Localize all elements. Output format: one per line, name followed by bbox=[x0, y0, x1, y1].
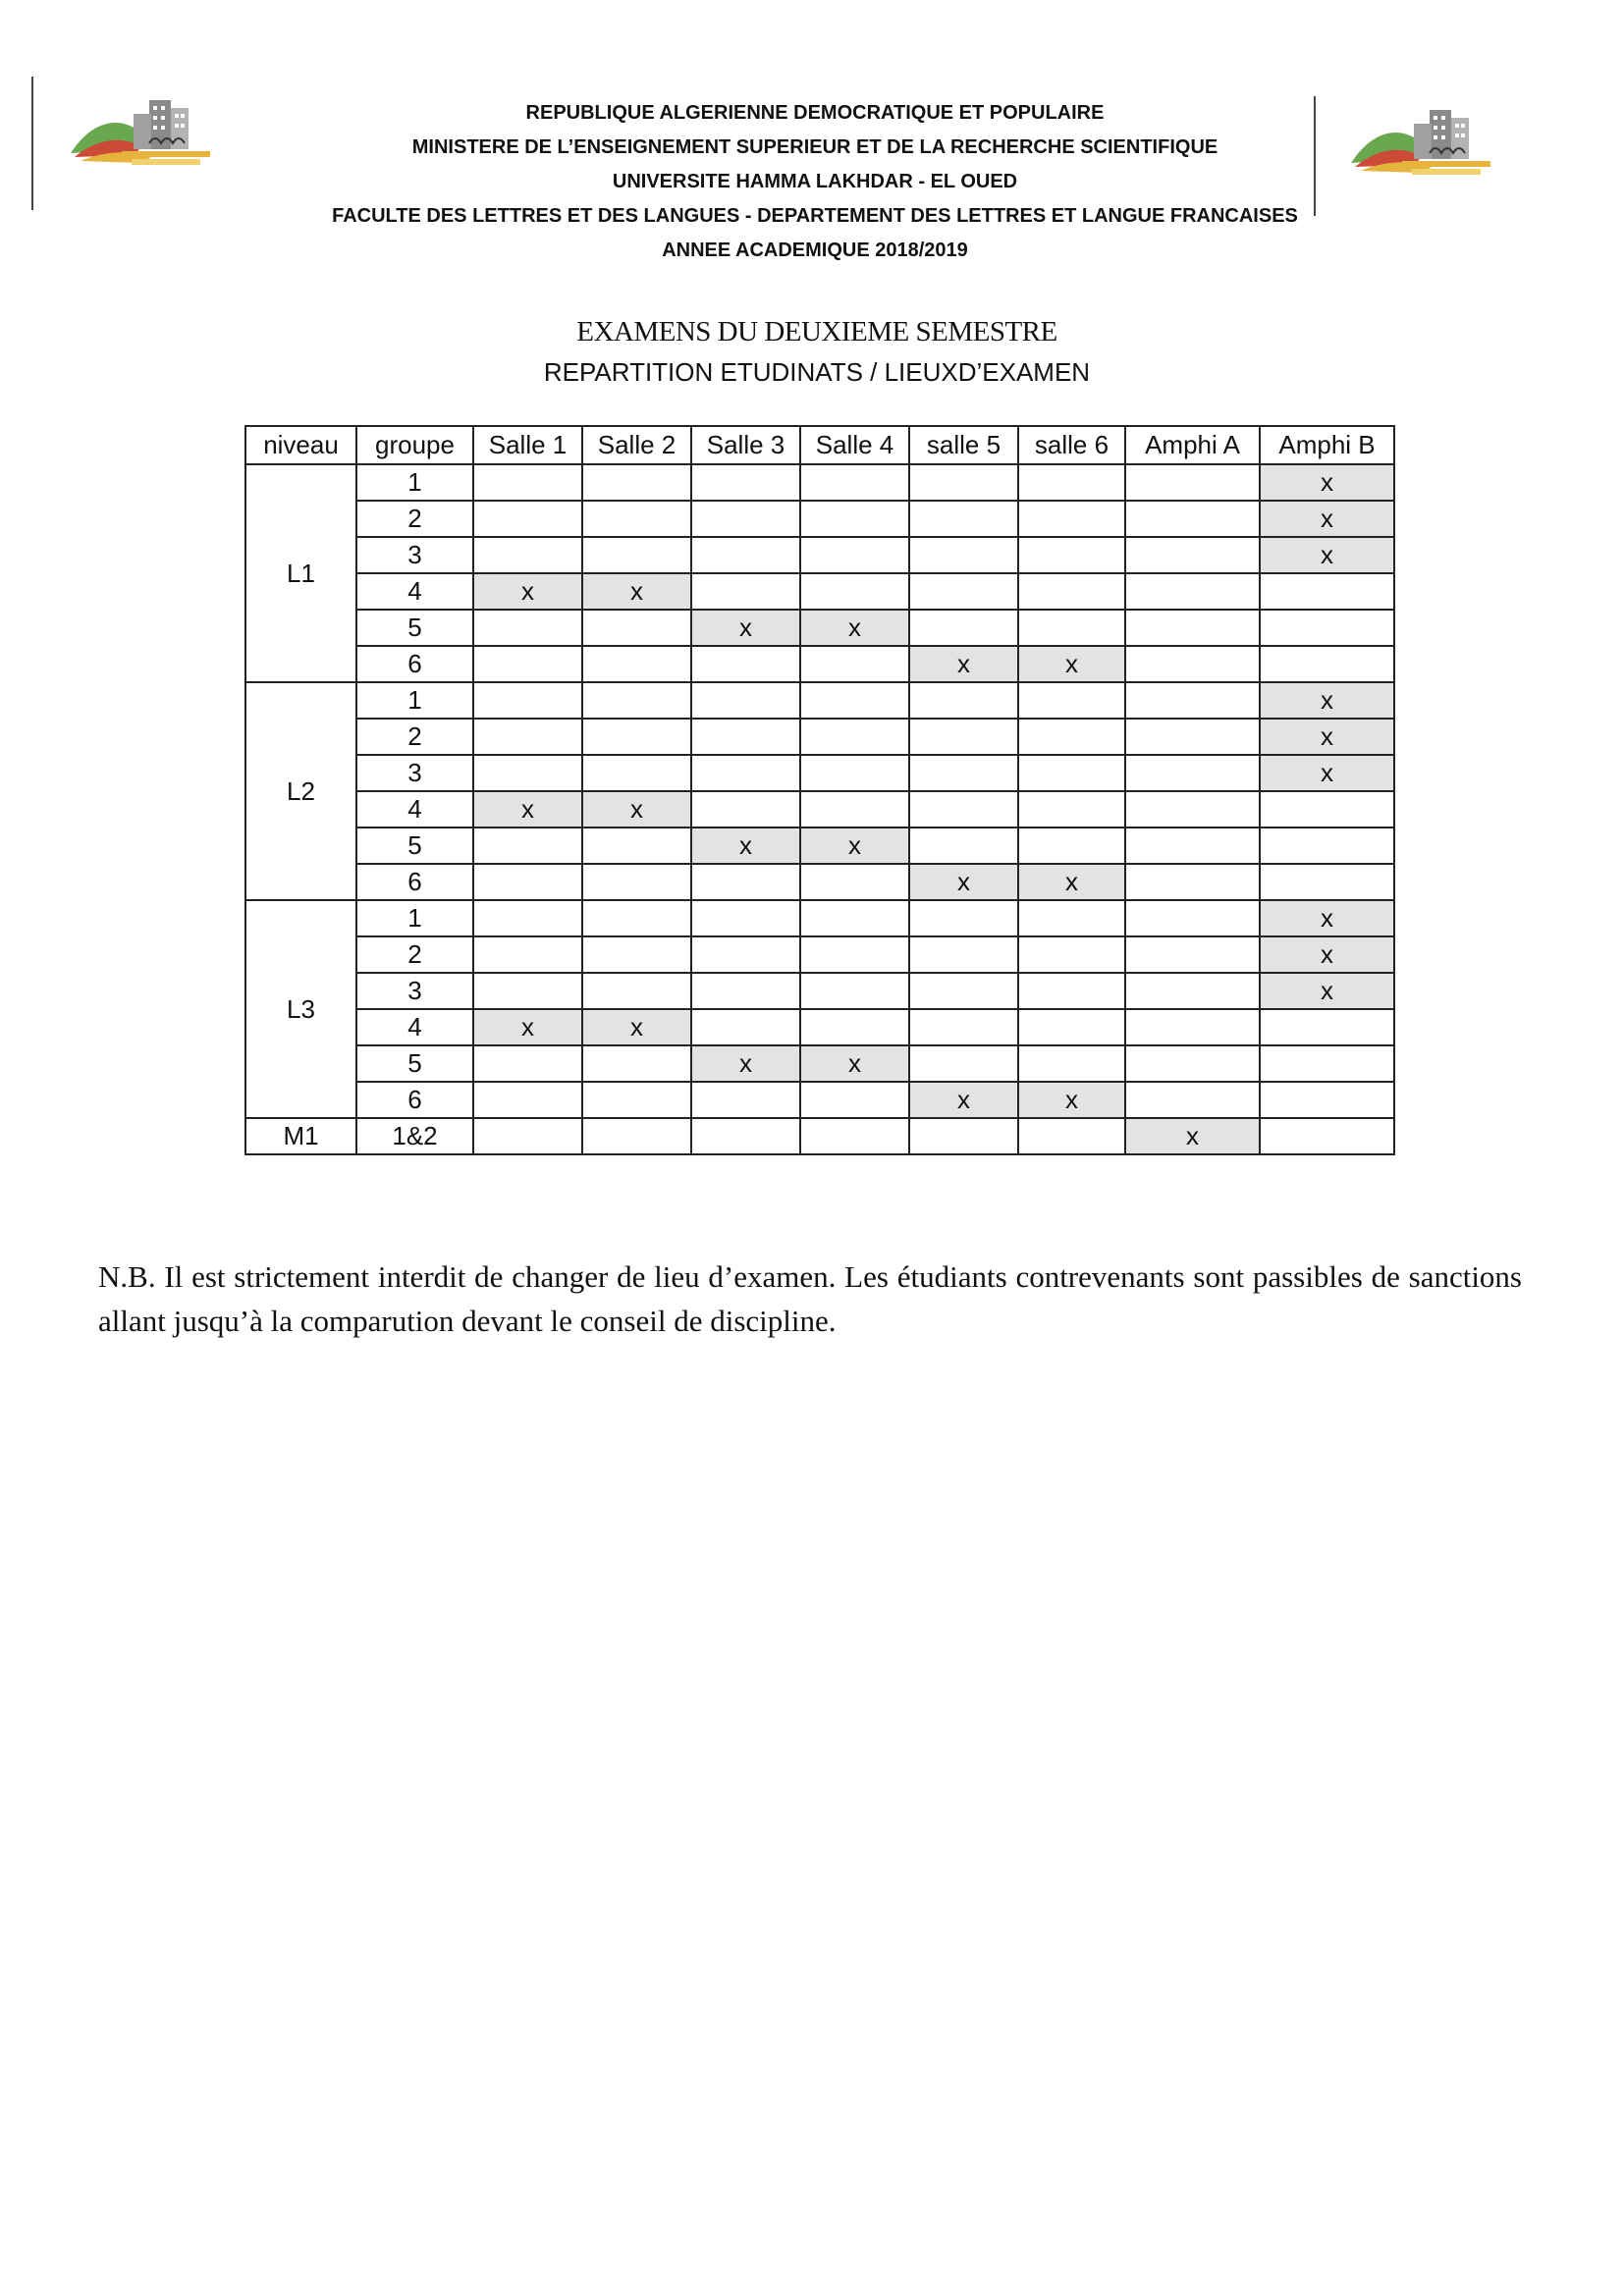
room-cell bbox=[800, 1118, 909, 1154]
room-cell: x bbox=[1260, 755, 1394, 791]
room-cell bbox=[473, 973, 582, 1009]
room-cell: x bbox=[1018, 1082, 1125, 1118]
room-cell bbox=[800, 900, 909, 936]
room-cell bbox=[1260, 1045, 1394, 1082]
room-cell bbox=[582, 936, 691, 973]
room-cell bbox=[909, 828, 1018, 864]
groupe-cell: 1&2 bbox=[356, 1118, 473, 1154]
table-row bbox=[245, 1118, 1394, 1154]
room-cell bbox=[473, 719, 582, 755]
table-row bbox=[245, 682, 1394, 719]
room-cell bbox=[1125, 537, 1260, 573]
room-cell bbox=[473, 1045, 582, 1082]
niveau-cell: M1 bbox=[245, 1118, 356, 1154]
table-row bbox=[245, 610, 1394, 646]
table-row bbox=[245, 864, 1394, 900]
room-cell bbox=[582, 610, 691, 646]
room-cell bbox=[473, 828, 582, 864]
room-cell bbox=[691, 682, 800, 719]
room-cell bbox=[582, 828, 691, 864]
room-cell bbox=[1260, 828, 1394, 864]
room-cell bbox=[582, 864, 691, 900]
room-cell bbox=[473, 682, 582, 719]
room-cell bbox=[1125, 791, 1260, 828]
room-cell bbox=[473, 1118, 582, 1154]
room-cell: x bbox=[1260, 682, 1394, 719]
room-cell bbox=[800, 646, 909, 682]
room-cell bbox=[691, 501, 800, 537]
table-row bbox=[245, 464, 1394, 501]
groupe-cell: 5 bbox=[356, 1045, 473, 1082]
groupe-cell: 1 bbox=[356, 900, 473, 936]
room-cell bbox=[1018, 973, 1125, 1009]
table-row bbox=[245, 646, 1394, 682]
room-cell bbox=[800, 464, 909, 501]
room-cell bbox=[582, 501, 691, 537]
room-cell: x bbox=[691, 1045, 800, 1082]
table-row bbox=[245, 537, 1394, 573]
room-cell bbox=[800, 864, 909, 900]
room-cell: x bbox=[1260, 501, 1394, 537]
column-header: Salle 4 bbox=[800, 426, 909, 464]
room-cell bbox=[691, 791, 800, 828]
table-row bbox=[245, 791, 1394, 828]
university-logo-icon bbox=[63, 92, 220, 181]
room-cell bbox=[800, 791, 909, 828]
room-cell bbox=[582, 719, 691, 755]
groupe-cell: 3 bbox=[356, 973, 473, 1009]
room-cell: x bbox=[800, 828, 909, 864]
header-line-republic: REPUBLIQUE ALGERIENNE DEMOCRATIQUE ET POPULAIRE bbox=[525, 102, 1105, 124]
groupe-cell: 5 bbox=[356, 610, 473, 646]
university-logo-right bbox=[1343, 102, 1500, 190]
groupe-cell: 1 bbox=[356, 682, 473, 719]
left-margin-rule bbox=[31, 77, 33, 210]
room-cell: x bbox=[473, 1009, 582, 1045]
room-cell bbox=[1125, 646, 1260, 682]
room-cell bbox=[582, 1118, 691, 1154]
room-cell bbox=[1018, 464, 1125, 501]
room-cell: x bbox=[800, 610, 909, 646]
room-cell: x bbox=[1260, 973, 1394, 1009]
room-cell bbox=[909, 464, 1018, 501]
exam-room-table bbox=[244, 425, 1395, 1155]
room-cell bbox=[909, 900, 1018, 936]
room-cell bbox=[1125, 682, 1260, 719]
room-cell bbox=[473, 501, 582, 537]
room-cell bbox=[1260, 864, 1394, 900]
groupe-cell: 4 bbox=[356, 791, 473, 828]
room-cell bbox=[473, 464, 582, 501]
room-cell bbox=[473, 864, 582, 900]
room-cell bbox=[691, 1009, 800, 1045]
room-cell bbox=[1018, 682, 1125, 719]
room-cell bbox=[1125, 610, 1260, 646]
room-cell bbox=[1260, 1082, 1394, 1118]
room-cell bbox=[800, 501, 909, 537]
room-cell bbox=[909, 791, 1018, 828]
room-cell bbox=[1260, 573, 1394, 610]
room-cell bbox=[582, 1045, 691, 1082]
column-header: Amphi A bbox=[1125, 426, 1260, 464]
room-cell: x bbox=[1018, 864, 1125, 900]
room-cell bbox=[1125, 828, 1260, 864]
column-header: Amphi B bbox=[1260, 426, 1394, 464]
room-cell bbox=[1125, 864, 1260, 900]
room-cell bbox=[1018, 791, 1125, 828]
table-row bbox=[245, 828, 1394, 864]
room-cell bbox=[691, 936, 800, 973]
room-cell bbox=[473, 936, 582, 973]
room-cell bbox=[1125, 973, 1260, 1009]
groupe-cell: 3 bbox=[356, 755, 473, 791]
room-cell bbox=[691, 573, 800, 610]
room-cell: x bbox=[691, 828, 800, 864]
room-cell: x bbox=[582, 1009, 691, 1045]
table-row bbox=[245, 719, 1394, 755]
room-cell bbox=[473, 537, 582, 573]
room-cell bbox=[1018, 537, 1125, 573]
groupe-cell: 3 bbox=[356, 537, 473, 573]
room-cell bbox=[909, 573, 1018, 610]
room-cell: x bbox=[473, 573, 582, 610]
room-cell bbox=[1018, 1045, 1125, 1082]
room-cell: x bbox=[1260, 719, 1394, 755]
room-cell bbox=[909, 755, 1018, 791]
room-cell bbox=[691, 1118, 800, 1154]
table-row bbox=[245, 1045, 1394, 1082]
room-cell bbox=[473, 1082, 582, 1118]
room-cell bbox=[582, 537, 691, 573]
room-cell bbox=[1018, 1009, 1125, 1045]
header-line-ministry: MINISTERE DE L’ENSEIGNEMENT SUPERIEUR ET DE LA RECHERCHE SCIENTIFIQUE bbox=[411, 136, 1218, 158]
room-cell bbox=[1018, 755, 1125, 791]
university-logo-left bbox=[63, 92, 220, 181]
room-cell: x bbox=[582, 791, 691, 828]
room-cell bbox=[473, 755, 582, 791]
room-cell bbox=[582, 682, 691, 719]
room-cell bbox=[473, 900, 582, 936]
room-cell bbox=[1125, 936, 1260, 973]
room-cell bbox=[1260, 791, 1394, 828]
room-cell bbox=[691, 900, 800, 936]
room-cell bbox=[582, 1082, 691, 1118]
room-cell bbox=[691, 1082, 800, 1118]
room-cell bbox=[800, 973, 909, 1009]
room-cell bbox=[691, 719, 800, 755]
room-cell bbox=[691, 755, 800, 791]
groupe-cell: 4 bbox=[356, 1009, 473, 1045]
room-cell bbox=[582, 973, 691, 1009]
room-cell bbox=[582, 900, 691, 936]
groupe-cell: 6 bbox=[356, 646, 473, 682]
warning-note: N.B. Il est strictement interdit de changer de lieu d’examen. Les étudiants contrevenants sont passibles de sanctions allant jusqu’à la comparution devant le conseil de discipline. bbox=[98, 1259, 1522, 1338]
room-cell bbox=[800, 1082, 909, 1118]
room-cell bbox=[909, 610, 1018, 646]
table-row bbox=[245, 936, 1394, 973]
column-header: salle 5 bbox=[909, 426, 1018, 464]
university-logo-icon bbox=[1343, 102, 1500, 190]
room-cell bbox=[1018, 501, 1125, 537]
room-cell: x bbox=[691, 610, 800, 646]
room-cell bbox=[1260, 1009, 1394, 1045]
room-cell bbox=[909, 719, 1018, 755]
room-cell: x bbox=[1260, 900, 1394, 936]
table-header-row bbox=[245, 426, 1394, 464]
column-header: Salle 2 bbox=[582, 426, 691, 464]
header-line-university: UNIVERSITE HAMMA LAKHDAR - EL OUED bbox=[612, 171, 1018, 192]
groupe-cell: 2 bbox=[356, 719, 473, 755]
room-cell bbox=[1018, 719, 1125, 755]
room-cell bbox=[909, 537, 1018, 573]
room-cell: x bbox=[800, 1045, 909, 1082]
groupe-cell: 2 bbox=[356, 936, 473, 973]
page-title: EXAMENS DU DEUXIEME SEMESTRE bbox=[576, 316, 1057, 347]
room-cell bbox=[1018, 936, 1125, 973]
room-cell bbox=[473, 610, 582, 646]
room-cell bbox=[1018, 828, 1125, 864]
room-cell: x bbox=[582, 573, 691, 610]
room-cell bbox=[582, 646, 691, 682]
room-cell bbox=[691, 537, 800, 573]
room-cell bbox=[1125, 1045, 1260, 1082]
room-cell bbox=[582, 755, 691, 791]
room-cell bbox=[909, 1045, 1018, 1082]
room-cell: x bbox=[1018, 646, 1125, 682]
room-cell bbox=[1125, 464, 1260, 501]
room-cell bbox=[1125, 1009, 1260, 1045]
niveau-cell: L3 bbox=[245, 900, 356, 1118]
room-cell bbox=[691, 973, 800, 1009]
room-cell bbox=[800, 682, 909, 719]
niveau-cell: L1 bbox=[245, 464, 356, 682]
room-cell: x bbox=[473, 791, 582, 828]
room-cell: x bbox=[1260, 464, 1394, 501]
room-cell bbox=[1125, 1082, 1260, 1118]
room-cell bbox=[1018, 1118, 1125, 1154]
table-row bbox=[245, 900, 1394, 936]
room-cell bbox=[909, 682, 1018, 719]
groupe-cell: 4 bbox=[356, 573, 473, 610]
room-cell bbox=[1125, 719, 1260, 755]
column-header: Salle 3 bbox=[691, 426, 800, 464]
room-cell: x bbox=[1260, 936, 1394, 973]
room-cell: x bbox=[909, 864, 1018, 900]
room-cell bbox=[800, 1009, 909, 1045]
room-cell bbox=[1018, 610, 1125, 646]
niveau-cell: L2 bbox=[245, 682, 356, 900]
room-cell bbox=[909, 973, 1018, 1009]
header-line-faculty: FACULTE DES LETTRES ET DES LANGUES - DEPARTEMENT DES LETTRES ET LANGUE FRANCAISES bbox=[332, 205, 1298, 227]
room-cell bbox=[800, 573, 909, 610]
room-cell bbox=[582, 464, 691, 501]
table-row bbox=[245, 1082, 1394, 1118]
room-cell bbox=[473, 646, 582, 682]
room-cell: x bbox=[1260, 537, 1394, 573]
room-cell bbox=[1125, 501, 1260, 537]
room-cell bbox=[909, 1118, 1018, 1154]
room-cell bbox=[1125, 755, 1260, 791]
room-cell bbox=[909, 501, 1018, 537]
column-header: salle 6 bbox=[1018, 426, 1125, 464]
table-row bbox=[245, 973, 1394, 1009]
table-row bbox=[245, 755, 1394, 791]
table-row bbox=[245, 573, 1394, 610]
right-header-rule bbox=[1314, 96, 1316, 216]
room-cell bbox=[1260, 646, 1394, 682]
room-cell bbox=[691, 864, 800, 900]
room-cell bbox=[800, 719, 909, 755]
room-cell bbox=[800, 936, 909, 973]
room-cell bbox=[691, 646, 800, 682]
groupe-cell: 1 bbox=[356, 464, 473, 501]
room-cell bbox=[909, 1009, 1018, 1045]
room-cell bbox=[691, 464, 800, 501]
room-cell: x bbox=[909, 646, 1018, 682]
room-cell bbox=[1260, 610, 1394, 646]
column-header: Salle 1 bbox=[473, 426, 582, 464]
room-cell bbox=[1018, 573, 1125, 610]
table-row bbox=[245, 501, 1394, 537]
groupe-cell: 2 bbox=[356, 501, 473, 537]
institution-header bbox=[324, 96, 1306, 268]
column-header: groupe bbox=[356, 426, 473, 464]
groupe-cell: 6 bbox=[356, 1082, 473, 1118]
page-subtitle: REPARTITION ETUDINATS / LIEUXD’EXAMEN bbox=[543, 357, 1091, 387]
column-header: niveau bbox=[245, 426, 356, 464]
room-cell bbox=[1125, 573, 1260, 610]
room-cell bbox=[909, 936, 1018, 973]
room-cell bbox=[800, 537, 909, 573]
room-cell: x bbox=[1125, 1118, 1260, 1154]
header-line-academic-year: ANNEE ACADEMIQUE 2018/2019 bbox=[662, 240, 968, 261]
room-cell bbox=[1125, 900, 1260, 936]
room-cell bbox=[1260, 1118, 1394, 1154]
room-cell bbox=[800, 755, 909, 791]
groupe-cell: 6 bbox=[356, 864, 473, 900]
room-cell bbox=[1018, 900, 1125, 936]
room-cell: x bbox=[909, 1082, 1018, 1118]
groupe-cell: 5 bbox=[356, 828, 473, 864]
table-row bbox=[245, 1009, 1394, 1045]
